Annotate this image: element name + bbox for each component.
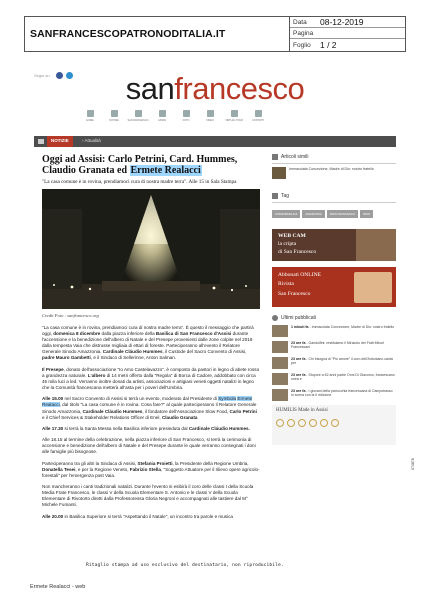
nav-label: SAN FRANCESCO [127, 119, 149, 122]
text: , la Presidente della Regione Umbria, [172, 460, 249, 466]
post-thumbnail [272, 373, 288, 385]
nav-item-notizie[interactable] [102, 110, 126, 122]
sheet-label: Foglio [293, 41, 311, 49]
mail-icon [255, 110, 262, 117]
text: Cardinale Cláudio Hummes. [188, 425, 250, 431]
text: Basilica di San Francesco d'Assisi [155, 331, 232, 337]
post-time: 23 ore fa [291, 357, 306, 361]
post-time: 1 minuti fa [291, 325, 309, 329]
related-header [272, 154, 396, 160]
text: , donato dell'associazione "Io Amo Castelavazzo", è composto da pastori in legno di abete rosso a grandezza naturale. [42, 366, 260, 378]
article-subtitle: "La casa comune è in rovina, prendiamoci cura di nostra madre terra". Alle 15 in Sala Stampa [42, 179, 237, 185]
text: Stefania Proietti [137, 460, 173, 466]
post-thumbnail [272, 357, 288, 369]
related-item-text: Immacolata Concezione, Madre di Dio: nostro fratello [289, 167, 374, 171]
tag-list [272, 210, 396, 218]
text: Claudio Granata [161, 414, 198, 420]
paragraph [42, 461, 260, 479]
text: , il Custode del Sacro Convento di Assisi, [162, 349, 247, 355]
nav-label: VIRTUAL TOUR [225, 119, 243, 122]
church-icon [159, 110, 166, 117]
paragraph [42, 396, 260, 420]
text: , e per la Regione Veneto, [75, 466, 129, 472]
latest-posts [272, 315, 396, 401]
list-item[interactable] [272, 325, 396, 337]
nav-label: CONTATTI [252, 119, 264, 122]
follow-text: Segui su [34, 73, 50, 78]
logo-part2: francesco [174, 71, 305, 106]
latest-header [272, 315, 396, 321]
nav-label: VIDEO [206, 119, 214, 122]
breadcrumb-section[interactable]: NOTIZIE [47, 136, 73, 147]
text: Fabrizio Stella [129, 466, 161, 472]
disclaimer: Ritaglio stampa ad uso esclusivo del destinatario, non riproducibile. [86, 563, 284, 568]
paragraph: Alle 18.15 al termine della celebrazione, nella piazza inferiore di San Francesco, si terrà la cerimonia di accensione e benedizione dell'albero di Natale e del Presepe durante le quale verranno consegnati i doni alle famiglie più bisognose. [42, 437, 256, 455]
text: domenica 8 dicembre [53, 331, 101, 337]
post-text: 23 ore fa - Chi bisogna di "Più amore" il coro dell'Antoniano canta per [291, 357, 393, 366]
text: , e il Sindaco di Sellerinne, Anton Salman. [90, 355, 177, 361]
post-text: 1 minuti fa - Immacolata Concezione, Madre di Dio: nostro fratello [291, 325, 395, 329]
divider [272, 163, 396, 164]
page-label: Pagina [293, 29, 314, 37]
text: padre Mauro Gambetti [42, 355, 91, 361]
camera-icon [183, 110, 190, 117]
highlight: Ermete Realacci [42, 396, 253, 408]
christmas-tree-illustration [42, 189, 260, 309]
text: , "Soggetto Attuatore per il rilievo opere agricolo-forestali" per l'emergenza post Vaia. [42, 466, 260, 478]
text: Cardinale Cláudio Hummes [102, 349, 163, 355]
logo-part1: san [125, 71, 175, 106]
post-time: 23 ore fa [291, 389, 306, 393]
nav-item-video[interactable] [198, 110, 222, 122]
text: Cardinale Cláudio Hummes [82, 408, 143, 414]
title-text: Oggi ad Assisi: Carlo Petrini, Card. Hummes, Claudio Granata ed [42, 154, 238, 176]
list-item[interactable] [272, 373, 396, 385]
webcam-image [356, 229, 396, 261]
nav-item-foto[interactable] [174, 110, 198, 122]
post-time: 23 ore fa [291, 341, 306, 345]
sidebar [272, 154, 396, 445]
home-icon [87, 110, 94, 117]
ring-icon [320, 419, 328, 427]
article-photo [42, 189, 260, 309]
subscribe-banner[interactable] [272, 267, 396, 307]
tag-title: Tag [281, 193, 290, 199]
article-title [42, 154, 260, 176]
subscribe-title: Abbonati ONLINE [278, 272, 322, 278]
tour-icon [231, 110, 238, 117]
ring-icon [309, 419, 317, 427]
news-icon [111, 110, 118, 117]
highlight: Symbola [218, 396, 237, 402]
webcam-line: la cripta [278, 241, 297, 247]
paragraph [42, 426, 260, 432]
related-thumbnail [272, 167, 286, 179]
post-text: 23 ore fa - Gandolfini: restituiamo il Miracolo dei Frati Minori Francescani [291, 341, 385, 350]
text: dalla piazza inferiore della [101, 331, 155, 337]
text: "La casa comune è in rovina, prendiamoci cura di nostra madre terra". È questo il messaggio che partirà oggi, [42, 325, 254, 337]
post-title: Immacolata Concezione, Madre di Dio: nostro fratello [311, 325, 395, 329]
text: di 14 metri offerto dalla "Regola" di Borca di Cadore, addobbato con circa 45 mila luci a led. Verranno inoltre donati da artisti, associazioni e artigiani veneti oggetti natalizi in legno che la Comunità francescana metterà all'asta per i poveri dell'Umbria. [42, 372, 256, 391]
sheet-value: 1 / 2 [320, 40, 337, 50]
list-item[interactable] [272, 357, 396, 369]
breadcrumb [34, 136, 396, 147]
related-title: Articoli simili [281, 154, 309, 160]
nav-label: NOTIZIE [109, 119, 119, 122]
article [42, 154, 260, 525]
text: Alle 20.00 [42, 513, 64, 519]
webcam-line: di San Francesco [278, 249, 317, 255]
title-highlight: Ermete Realacci [130, 165, 201, 176]
post-title: Stupore a 62 anni padre Onni Di Giacomo, francescano unirà e [291, 373, 395, 382]
paragraph [42, 367, 260, 391]
ring-icon [287, 419, 295, 427]
list-icon [272, 154, 278, 160]
text: e il Chief Services & Stakeholder Relations Officer di Enel, [42, 414, 161, 420]
text: Carlo Petrini [229, 408, 257, 414]
date-value: 08-12-2019 [320, 17, 364, 27]
ad-title: HUMILIS Made in Assisi [276, 408, 328, 413]
paragraph [42, 514, 260, 520]
text: , dal titolo "La casa comune è in rovina. Cosa fare?" al quale parteciperanno il Relatore Generale Sinodo Amazzonia, [42, 402, 257, 414]
text: durante l'accensione e la benedizione dell'albero di Natale e del Presepe provenienti dalle zone colpite nel 2018 dalla tempesta Vaia che distrusse migliaia di ettari di foreste. Parteciperanno all'evento il Relatore Generale Sinodo Amazzonia, [42, 331, 253, 355]
text: Alle 15.00 [42, 396, 64, 402]
nav-item-contatti[interactable] [246, 110, 270, 122]
nav-item-virtual-tour[interactable] [222, 110, 246, 122]
text: Donatella Tesei [42, 466, 76, 472]
breadcrumb-sub[interactable]: › Attualità [82, 138, 101, 143]
nav-item-assisi[interactable] [150, 110, 174, 122]
text: nel Sacro Convento di Assisi si terrà un evento, moderato dal Presidente di [64, 396, 217, 402]
ring-icon [331, 419, 339, 427]
text: Il Presepe [42, 366, 64, 372]
site-logo[interactable] [34, 72, 396, 106]
list-item[interactable] [272, 341, 396, 353]
post-thumbnail [272, 341, 288, 353]
nav-item-home[interactable] [78, 110, 102, 122]
text: si terrà la Santa Messa nella Basilica inferiore presieduta dal [64, 425, 188, 431]
clipping-header [24, 16, 406, 52]
paragraph [42, 325, 260, 362]
related-item[interactable] [272, 167, 396, 179]
divider [272, 202, 396, 203]
side-code: 074878 [411, 458, 415, 470]
photo-credit: Credit Foto : sanfrancesco.org [42, 313, 99, 318]
humilis-ad[interactable] [272, 405, 396, 445]
clock-icon [272, 315, 278, 321]
post-time: 23 ore fa [291, 373, 306, 377]
tag-item[interactable]: PAPA [360, 210, 373, 218]
nav-item-san-francesco[interactable] [126, 110, 150, 122]
clipping-source: SANFRANCESCOPATRONODITALIA.IT [30, 28, 226, 40]
main-nav [78, 110, 270, 122]
nav-label: HOME [86, 119, 94, 122]
subscribe-line: Rivista [278, 281, 294, 287]
nav-label: FOTO [182, 119, 190, 122]
post-title: Chi bisogna di "Più amore" il coro dell'Antoniano canta per [291, 357, 393, 366]
tag-item[interactable]: PAPA FRANCESCO [327, 210, 358, 218]
text: Alle 17.30 [42, 425, 64, 431]
tag-item[interactable]: AMAZZONIA [302, 210, 324, 218]
book-icon [135, 110, 142, 117]
article-body [42, 325, 260, 520]
post-title: I giovani della parrocchia francescana di Campobasso in scena con la II edizione [291, 389, 393, 398]
date-label: Data [293, 18, 307, 26]
footer-source: Ermete Realacci - web [30, 584, 86, 590]
paragraph: Non mancheranno i canti tradizionali natalizi. Durante l'evento si esibirà il coro delle classi I della Scuola Media Frate Francesco, le classi V della Scuola Elementare S. Antonio e le classi V della Scuola Elementare di Rivotorto diretti dalla Professoressa Gloria Negroni e accompagnati alle tastiere dal M° Michele Fumanti. [42, 484, 254, 508]
text: in Basilica Superiore si terrà "Aspettando il Natale", un incontro tra parole e musica [64, 513, 233, 519]
webcam-title: WEB CAM [278, 233, 306, 239]
post-thumbnail [272, 325, 288, 337]
text: Parteciperanno tra gli altri la Sindaca di Assisi, [42, 460, 137, 466]
tag-icon [272, 193, 278, 199]
post-title: Gandolfini: restituiamo il Miracolo dei Frati Minori Francescani [291, 341, 385, 350]
ring-icon [298, 419, 306, 427]
rings-image [276, 419, 339, 427]
tag-header [272, 193, 396, 199]
tag-item[interactable]: ASSISI/BASILICA [272, 210, 300, 218]
video-icon [207, 110, 214, 117]
post-thumbnail [272, 389, 288, 401]
magazine-image [354, 272, 392, 303]
post-text: 23 ore fa - Stupore a 62 anni padre Onni Di Giacomo, francescano unirà e [291, 373, 395, 382]
subscribe-line: San Francesco [278, 291, 311, 297]
clipping-meta [289, 17, 405, 51]
ring-icon [276, 419, 284, 427]
list-item[interactable] [272, 389, 396, 401]
home-icon[interactable] [38, 139, 44, 144]
latest-title: Ultimi pubblicati [281, 315, 317, 321]
webcam-banner[interactable] [272, 229, 396, 261]
website-capture [34, 62, 396, 550]
nav-label: ASSISI [158, 119, 166, 122]
text: L'albero [87, 372, 106, 378]
post-text: 23 ore fa - I giovani della parrocchia francescana di Campobasso in scena con la II edizione [291, 389, 393, 398]
text: , il fondatore dell'Associazione Slow Food, [142, 408, 229, 414]
